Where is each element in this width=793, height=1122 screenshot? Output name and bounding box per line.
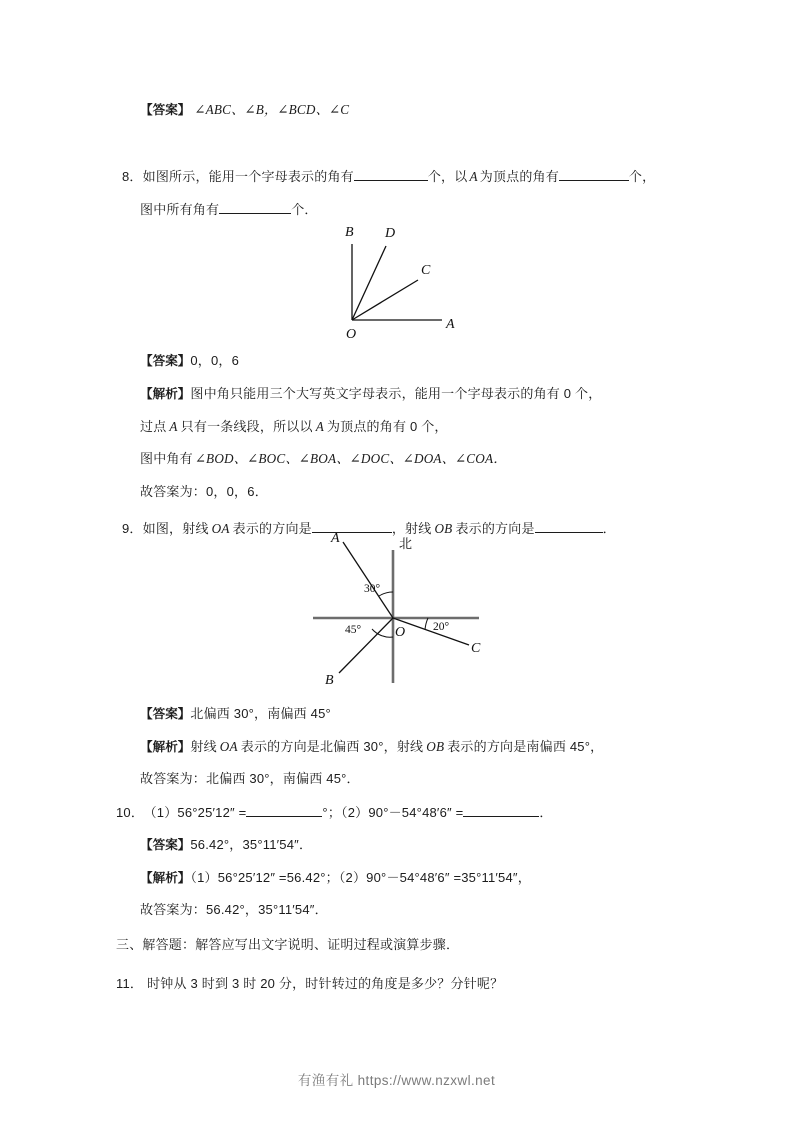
section3-heading [116, 938, 459, 951]
q9-figure [305, 532, 490, 692]
analysis-tag: 【解析】 [140, 871, 191, 885]
q10-answer-line [140, 838, 312, 852]
angle-30-label: 30° [364, 583, 381, 595]
q8-number: 8． [122, 169, 143, 184]
label-o: O [395, 625, 406, 640]
answer-tag: 【答案】 [140, 354, 191, 368]
q8-stem-text-4: 个， [628, 169, 656, 184]
q9-stem-text-1: 如图，射线 [142, 521, 209, 536]
label-north: 北 [399, 536, 413, 551]
q8-analysis-l3-angles: ∠BOD、∠BOC、∠BOA、∠DOC、∠DOA、∠COA． [194, 451, 507, 466]
q8-stem-line1 [122, 170, 655, 183]
q8-answer-line [140, 354, 239, 368]
analysis-tag: 【解析】 [140, 387, 191, 401]
q8-analysis-l2-var: A [169, 419, 178, 434]
q10-analysis-l2: 故答案为：56.42°，35°11′54″． [140, 902, 328, 917]
label-a: A [331, 531, 340, 546]
q10-stem-text-2: °；（2）90°－54°48′6″ = [322, 805, 464, 820]
q11-number: 11． [116, 976, 144, 991]
q8-blank-1[interactable] [354, 180, 428, 181]
arc-30 [379, 592, 393, 596]
section3-heading-text: 三、解答题：解答应写出文字说明、证明过程或演算步骤． [116, 937, 460, 952]
q8-analysis-line2 [140, 420, 448, 433]
q8-analysis-l2-var2: A [315, 419, 324, 434]
q10-analysis-l1: （1）56°25′12″ =56.42°；（2）90°－54°48′6″ =35°11′54″， [190, 870, 531, 885]
arc-20 [425, 618, 428, 630]
q9-stem-text-4: 表示的方向是 [455, 521, 535, 536]
ray-od [352, 246, 386, 320]
q8-analysis-l2-b: 只有一条线段，所以以 [180, 419, 313, 434]
q9-stem-text-5: ． [602, 521, 616, 536]
q8-analysis-l2-a: 过点 [140, 419, 167, 434]
q8-stem-line2 [140, 203, 318, 216]
answer-tag: 【答案】 [140, 838, 191, 852]
answer-tag: 【答案】 [140, 103, 191, 117]
q9-analysis-c: 表示的方向是南偏西 45°， [447, 739, 604, 754]
q10-stem-text-3: ． [539, 805, 553, 820]
q7-answer-content: ∠ABC、∠B，∠BCD、∠C [194, 102, 350, 117]
q8-figure [330, 222, 475, 342]
q8-stem-line2-text-2: 个． [291, 202, 318, 217]
q10-number: 10． [116, 805, 145, 820]
q9-answer-line [140, 707, 331, 721]
q9-answer-text: 北偏西 30°，南偏西 45° [190, 706, 331, 721]
q8-analysis-line4 [140, 485, 268, 498]
q8-analysis-l3-a: 图中角有 [140, 451, 193, 466]
q8-analysis-line1 [140, 387, 601, 401]
q8-analysis-l2-c: 为顶点的角有 0 个， [326, 419, 448, 434]
footer-watermark: 有渔有礼 https://www.nzxwl.net [297, 1073, 496, 1088]
label-a: A [446, 317, 455, 332]
label-b: B [345, 225, 354, 240]
q8-blank-3[interactable] [219, 213, 291, 214]
q9-blank-2[interactable] [535, 532, 603, 533]
q7-answer-line [140, 103, 349, 117]
q8-analysis-text-1: 图中角只能用三个大写英文字母表示，能用一个字母表示的角有 0 个， [190, 386, 602, 401]
q10-stem-line [116, 806, 553, 819]
q9-analysis-l2: 故答案为：北偏西 30°，南偏西 45°． [140, 771, 360, 786]
q9-number: 9． [122, 521, 143, 536]
q9-analysis-b: 表示的方向是北偏西 30°，射线 [240, 739, 424, 754]
q10-answer-text: 56.42°，35°11′54″． [190, 837, 313, 852]
angle-45-label: 45° [345, 624, 362, 636]
q11-text: 时钟从 3 时到 3 时 20 分，时针转过的角度是多少？分针呢？ [147, 976, 504, 991]
label-c: C [421, 263, 431, 278]
q8-analysis-line3 [140, 452, 507, 465]
label-d: D [385, 226, 396, 241]
q10-blank-1[interactable] [246, 816, 322, 817]
q10-blank-2[interactable] [463, 816, 539, 817]
q9-analysis-line1 [140, 740, 603, 754]
q8-blank-2[interactable] [559, 180, 629, 181]
q9-stem-var-oa: OA [211, 521, 230, 536]
q10-analysis-line2 [140, 903, 328, 916]
angle-20-label: 20° [433, 621, 450, 633]
q9-stem-text-2: 表示的方向是 [232, 521, 312, 536]
q9-analysis-line2 [140, 772, 360, 785]
label-c: C [471, 641, 481, 656]
q11-line [116, 977, 503, 990]
q8-stem-text-3: 为顶点的角有 [479, 169, 559, 184]
q10-stem-text-1: （1）56°25′12″ = [150, 805, 247, 820]
q8-analysis-l4: 故答案为：0，0，6． [140, 484, 268, 499]
q9-analysis-var-ob: OB [426, 739, 445, 754]
q9-analysis-a: 射线 [190, 739, 217, 754]
ray-oa [343, 542, 393, 618]
q9-analysis-var-oa: OA [219, 739, 238, 754]
q8-stem-var: A [469, 169, 478, 184]
q8-stem-text-2: 个，以 [427, 169, 468, 184]
label-o: O [346, 327, 357, 342]
answer-tag: 【答案】 [140, 707, 191, 721]
q10-analysis-line1 [140, 871, 531, 885]
label-b: B [325, 673, 334, 688]
analysis-tag: 【解析】 [140, 740, 191, 754]
q9-stem-text-3: ，射线 [391, 521, 432, 536]
q8-stem-text-1: 如图所示，能用一个字母表示的角有 [142, 169, 354, 184]
q8-stem-line2-text-1: 图中所有角有 [140, 202, 220, 217]
q8-answer-text: 0，0，6 [190, 353, 240, 368]
q9-stem-var-ob: OB [434, 521, 453, 536]
